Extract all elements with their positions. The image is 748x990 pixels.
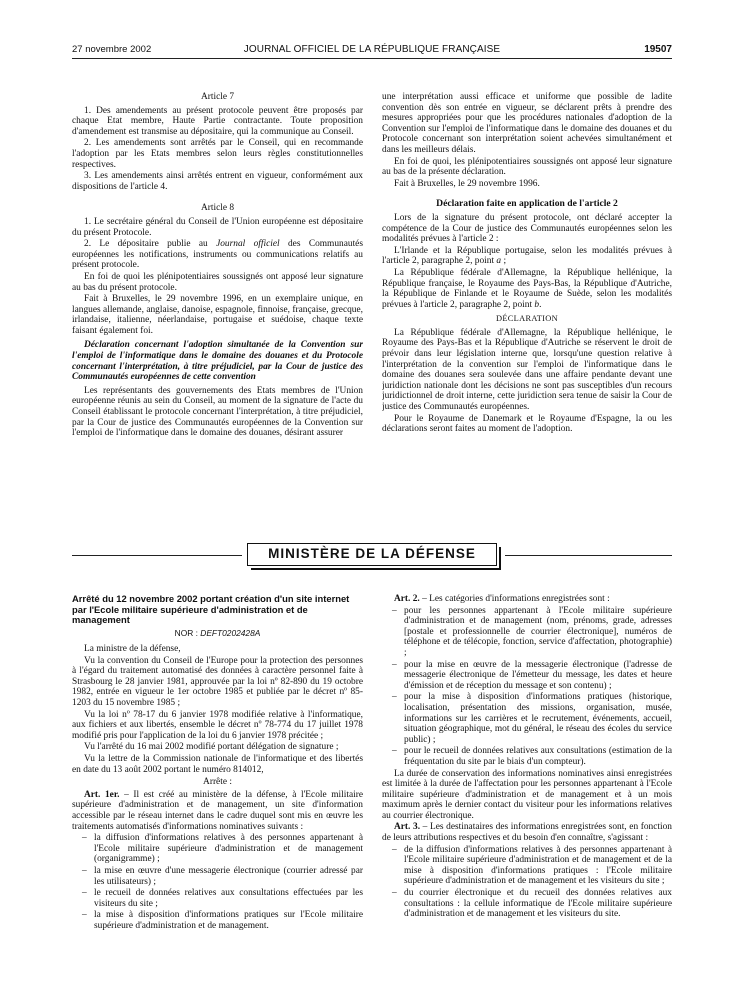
paragraph: Art. 1er. – Il est créé au ministère de la défense, à l'Ecole militaire supérieure d'administration et de management, un site d'information accessible par le réseau internet dans le cadre duquel sont mis en œuvre les traitements automatisés d'informations nominatives suivants : [72, 789, 363, 832]
ministry-banner: MINISTÈRE DE LA DÉFENSE [247, 543, 497, 566]
journal-title: JOURNAL OFFICIEL DE LA RÉPUBLIQUE FRANÇAISE [243, 44, 501, 55]
article-1-list [72, 833, 363, 931]
paragraph: En foi de quoi les plénipotentiaires soussignés ont apposé leur signature au bas du présent protocole. [72, 271, 363, 293]
paragraph: Lors de la signature du présent protocole, ont déclaré accepter la compétence de la Cour de justice des Communautés européennes selon les modalités prévues à l'article 2 : [382, 212, 672, 245]
journal-officiel-italic: Journal officiel [216, 239, 280, 250]
paragraph: 2. Les amendements sont arrêtés par le Conseil, qui en recommande l'adoption par les Etats membres selon leurs règles constitutionnelles respectives. [72, 138, 363, 170]
paragraph: 1. Le secrétaire général du Conseil de l'Union européenne est dépositaire du présent Protocole. [72, 216, 363, 238]
column-bottom-right [382, 594, 672, 921]
column-top-right [382, 92, 672, 436]
page-number: 19507 [644, 44, 672, 55]
list-item: – la mise en œuvre d'une messagerie électronique (courrier adressé par les utilisateurs) ; [72, 866, 363, 887]
paragraph: La République fédérale d'Allemagne, la République hellénique, le Royaume des Pays-Bas et la République d'Autriche se réservent le droit de prévoir dans leur législation interne que, lorsqu'une question relative à l'interprétation de la convention sur l'emploi de l'informatique dans le domaine des douanes sera soulevée dans une affaire pendante devant une juridiction nationale dont les décisions ne sont pas susceptibles d'un recours juridictionnel de droit interne, cette juridiction sera tenue de saisir la Cour de justice des Communautés européennes. [382, 327, 672, 413]
nor-reference: NOR : DEFT0202428A [174, 627, 261, 638]
nor-code: DEFT0202428A [200, 627, 261, 638]
banner-rule-left [72, 555, 242, 556]
declaration-heading: DÉCLARATION [496, 314, 558, 324]
paragraph: En foi de quoi, les plénipotentiaires soussignés ont apposé leur signature au bas de la présente déclaration. [382, 156, 672, 178]
paragraph: Art. 3. – Les destinataires des informations enregistrées sont, en fonction de leurs attributions respectives et du besoin d'en connaître, s'agissant : [382, 822, 672, 844]
declaration-title: Déclaration concernant l'adoption simultanée de la Convention sur l'emploi de l'informatique dans le domaine des douanes et du Protocole concernant l'interprétation, à titre préjudiciel, par la Cour de justice des Communautés européennes de cette convention [72, 340, 363, 383]
paragraph: L'Irlande et la République portugaise, selon les modalités prévues à l'article 2, paragraphe 2, point a ; [382, 245, 672, 267]
banner-rule-right [505, 555, 672, 556]
list-item: – la mise à disposition d'informations pratiques sur l'Ecole militaire supérieure d'administration et de management. [72, 910, 363, 931]
arrete-word: Arrête : [203, 777, 232, 788]
list-item: – du courrier électronique et du recueil des données relatives aux consultations : la cellule informatique de l'Ecole militaire supérieure d'administration et de management et les visiteurs du site. [382, 888, 672, 920]
header-date: 27 novembre 2002 [72, 44, 152, 55]
page-header [72, 44, 672, 58]
paragraph: La ministre de la défense, [84, 644, 181, 655]
paragraph: Vu l'arrêté du 16 mai 2002 modifié portant délégation de signature ; [84, 742, 339, 753]
arrete-title: Arrêté du 12 novembre 2002 portant création d'un site internet par l'Ecole militaire supérieure d'administration et de management [72, 594, 350, 625]
paragraph: Les représentants des gouvernements des Etats membres de l'Union européenne réunis au sein du Conseil, au moment de la signature de l'acte du Conseil établissant le protocole concernant l'interprétation, à titre préjudiciel, par la Cour de justice des Communautés européennes de la Convention sur l'emploi de l'informatique dans le domaine des douanes, désirant assurer [72, 385, 363, 439]
paragraph: La durée de conservation des informations nominatives ainsi enregistrées est limitée à la durée de l'affectation pour les personnes appartenant à l'Ecole militaire supérieure d'administration et de management et à un mois maximum après le dernier contact du visiteur pour les informations relatives au courrier électronique. [382, 768, 672, 821]
paragraph: Vu la lettre de la Commission nationale de l'informatique et des libertés en date du 13 août 2002 portant le numéro 814012, [72, 754, 363, 775]
paragraph: une interprétation aussi efficace et uniforme que possible de ladite convention dès son entrée en vigueur, se déclarent prêts à prendre des mesures appropriées pour que les procédures nationales d'adoption de la Convention sur l'emploi de l'informatique dans le domaine des douanes et du Protocole concernant son interprétation soient achevées simultanément et dans les meilleurs délais. [382, 92, 672, 155]
list-item: – la diffusion d'informations relatives à des personnes appartenant à l'Ecole militaire supérieure d'administration et de management (organigramme) ; [72, 833, 363, 865]
paragraph: 1. Des amendements au présent protocole peuvent être proposés par chaque Etat membre, Haute Partie contractante. Toute proposition d'amendement est transmise au dépositaire, qui la communique au Conseil. [72, 105, 363, 137]
article-1-label: Art. 1er. [84, 789, 120, 800]
paragraph: Pour le Royaume de Danemark et le Royaume d'Espagne, la ou les déclarations seront faites au moment de l'adoption. [382, 413, 672, 435]
article-3-list [382, 845, 672, 920]
article-2-label: Art. 2. [394, 594, 420, 604]
list-item: – le recueil de données relatives aux consultations effectuées par les visiteurs du site ; [72, 888, 363, 909]
paragraph: La République fédérale d'Allemagne, la République hellénique, la République française, le Royaume des Pays-Bas, la République d'Autriche, la République de Finlande et le Royaume de Suède, selon les modalités prévues à l'article 2, paragraphe 2, point b. [382, 267, 672, 310]
paragraph: 2. Le dépositaire publie au Journal officiel des Communautés européennes les notifications, instruments ou communications relatifs au présent protocole. [72, 239, 363, 271]
column-bottom-left [72, 594, 363, 933]
paragraph: Vu la loi nº 78-17 du 6 janvier 1978 modifiée relative à l'informatique, aux fichiers et aux libertés, ensemble le décret nº 78-774 du 17 juillet 1978 modifié pris pour l'application de la loi du 6 janvier 1978 précitée ; [72, 709, 363, 741]
list-item: – pour la mise en œuvre de la messagerie électronique (l'adresse de messagerie électronique de l'émetteur du message, les dates et heure d'émission et de réception du message et son contenu) ; [382, 660, 672, 692]
article-3-label: Art. 3. [394, 822, 421, 833]
article-8-title: Article 8 [200, 203, 235, 214]
list-item: – pour la mise à disposition d'informations pratiques (historique, localisation, présentation des missions, organisation, musée, informations sur les carrières et le recrutement, événements, accueil, situation géographique, mot du général, le réseau des écoles du service public) ; [382, 692, 672, 745]
paragraph: Fait à Bruxelles, le 29 novembre 1996. [394, 178, 540, 189]
list-item: – pour les personnes appartenant à l'Ecole militaire supérieure d'administration et de management (nom, prénoms, grade, adresses [postale et professionnelle de courrier électronique], numéros de téléphone et de télécopie, fonction, service d'affectation, photographie) ; [382, 606, 672, 659]
article-2-list [382, 606, 672, 768]
list-item: – pour le recueil de données relatives aux consultations (estimation de la fréquentation du site par le biais d'un compteur). [382, 746, 672, 767]
paragraph: Fait à Bruxelles, le 29 novembre 1996, en un exemplaire unique, en langues allemande, anglaise, danoise, espagnole, finnoise, française, grecque, irlandaise, italienne, néerlandaise, portugaise et suédoise, chaque texte faisant également foi. [72, 294, 363, 336]
paragraph: Vu la convention du Conseil de l'Europe pour la protection des personnes à l'égard du traitement automatisé des données à caractère personnel faite à Strasbourg le 28 janvier 1981, approuvée par la loi nº 82-890 du 19 octobre 1982, entrée en vigueur le 1er octobre 1985 et publiée par le décret nº 85-1203 du 15 novembre 1985 ; [72, 655, 363, 709]
paragraph: Art. 2. – Les catégories d'informations enregistrées sont : [394, 594, 610, 604]
header-rule [72, 58, 672, 59]
article-7-title: Article 7 [200, 92, 235, 102]
column-top-left [72, 88, 363, 440]
paragraph: 3. Les amendements ainsi arrêtés entrent en vigueur, conformément aux dispositions de l'article 4. [72, 171, 363, 192]
declaration-article-2-title: Déclaration faite en application de l'article 2 [436, 198, 618, 210]
list-item: – de la diffusion d'informations relatives à des personnes appartenant à l'Ecole militaire supérieure d'administration et de management et de la mise à disposition d'informations pratiques : l'Ecole militaire supérieure d'administration et de management et les visiteurs du site ; [382, 845, 672, 887]
